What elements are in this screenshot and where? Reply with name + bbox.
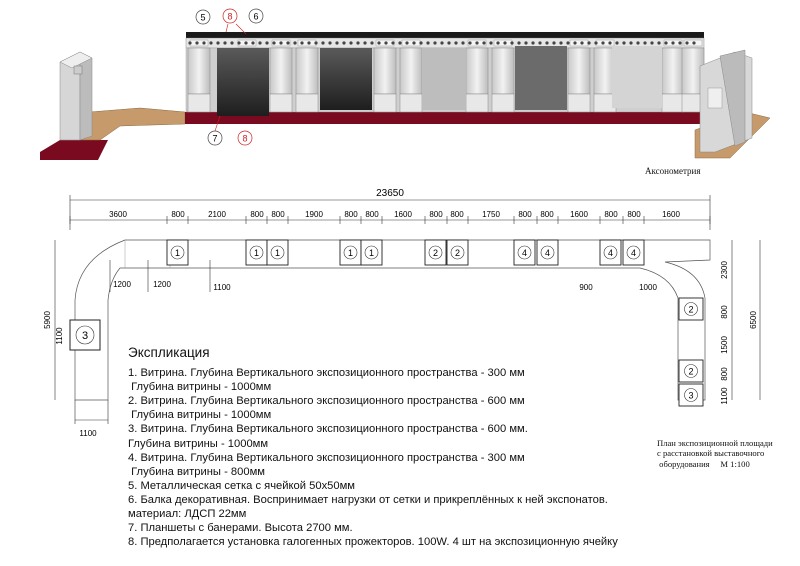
spotlight bbox=[349, 41, 352, 44]
svg-text:1: 1 bbox=[274, 247, 281, 258]
legend-title: Экспликация bbox=[128, 345, 210, 360]
spotlight bbox=[573, 41, 576, 44]
spotlight bbox=[363, 41, 366, 44]
callout-8-bottom bbox=[238, 131, 252, 145]
dimension-label: 6500 bbox=[749, 311, 758, 329]
svg-text:2: 2 bbox=[454, 247, 461, 258]
spotlight bbox=[475, 41, 478, 44]
legend-item: Глубина витрины - 1000мм bbox=[128, 381, 272, 394]
spotlight bbox=[650, 41, 653, 44]
spotlight bbox=[230, 41, 233, 44]
dimension-label: 800 bbox=[540, 210, 554, 219]
svg-text:7: 7 bbox=[212, 133, 218, 144]
spotlight bbox=[664, 41, 667, 44]
dimension-label: 800 bbox=[429, 210, 443, 219]
spotlight bbox=[545, 41, 548, 44]
plan-caption: План экспозиционной площади с расстановкой выставочного оборудования М 1:100 bbox=[657, 438, 773, 469]
showcase bbox=[400, 40, 422, 112]
dimension-label: 1100 bbox=[79, 429, 97, 438]
spotlight bbox=[538, 41, 541, 44]
plan-unit-top bbox=[361, 240, 382, 265]
spotlight bbox=[692, 41, 695, 44]
spotlight bbox=[335, 41, 338, 44]
showcase bbox=[568, 40, 590, 112]
showcase bbox=[296, 40, 318, 112]
dimension-label: 800 bbox=[450, 210, 464, 219]
spotlight bbox=[622, 41, 625, 44]
spotlight bbox=[468, 41, 471, 44]
legend-item: 7. Планшеты с банерами. Высота 2700 мм. bbox=[128, 522, 353, 535]
dimension-label: 800 bbox=[604, 210, 618, 219]
dimension-label: 5900 bbox=[43, 311, 52, 329]
spotlight bbox=[678, 41, 681, 44]
spotlight bbox=[293, 41, 296, 44]
legend-item: 4. Витрина. Глубина Вертикального экспозиционного пространства - 300 мм bbox=[128, 451, 525, 464]
spotlight bbox=[433, 41, 436, 44]
legend-item: 2. Витрина. Глубина Вертикального экспозиционного пространства - 600 мм bbox=[128, 395, 525, 408]
spotlight bbox=[265, 41, 268, 44]
legend bbox=[128, 346, 688, 549]
plan-unit-top bbox=[447, 240, 468, 265]
showcase bbox=[188, 40, 210, 112]
dimension-label: 1900 bbox=[305, 210, 323, 219]
plan-unit-right bbox=[679, 298, 703, 320]
dimension-label: 800 bbox=[720, 367, 729, 381]
svg-text:2: 2 bbox=[688, 366, 694, 377]
spotlight bbox=[657, 41, 660, 44]
plan-unit-top bbox=[537, 240, 558, 265]
spotlight bbox=[461, 41, 464, 44]
spotlight bbox=[279, 41, 282, 44]
legend-item: Глубина витрины - 1000мм bbox=[128, 437, 269, 450]
banner-panel-2 bbox=[320, 48, 372, 110]
spotlight bbox=[594, 41, 597, 44]
spotlight bbox=[517, 41, 520, 44]
spotlight bbox=[216, 41, 219, 44]
callout-7 bbox=[208, 131, 222, 145]
plan-unit-top bbox=[514, 240, 535, 265]
spotlight bbox=[629, 41, 632, 44]
showcase bbox=[270, 40, 292, 112]
svg-text:1: 1 bbox=[347, 247, 354, 258]
dimension-label: 1500 bbox=[720, 336, 729, 354]
dimension-label: 800 bbox=[171, 210, 185, 219]
spotlight bbox=[482, 41, 485, 44]
spotlight bbox=[398, 41, 401, 44]
legend-item: 5. Металлическая сетка с ячейкой 50х50мм bbox=[128, 479, 355, 492]
spotlight bbox=[328, 41, 331, 44]
dimension-label: 1600 bbox=[662, 210, 680, 219]
dimension-label: 1750 bbox=[482, 210, 500, 219]
svg-text:3: 3 bbox=[688, 390, 694, 401]
dimension-label: 800 bbox=[250, 210, 264, 219]
dimension-label: 1100 bbox=[213, 283, 231, 292]
dimension-label: 800 bbox=[344, 210, 358, 219]
spotlight bbox=[377, 41, 380, 44]
spotlight bbox=[307, 41, 310, 44]
spotlight bbox=[258, 41, 261, 44]
dimension-label: 23650 bbox=[376, 188, 404, 199]
callout-8-top bbox=[223, 9, 237, 23]
svg-text:1: 1 bbox=[253, 247, 260, 258]
spotlight bbox=[636, 41, 639, 44]
spotlight bbox=[524, 41, 527, 44]
spotlight bbox=[195, 41, 198, 44]
spotlight bbox=[272, 41, 275, 44]
dimension-label: 800 bbox=[720, 305, 729, 319]
spotlight bbox=[286, 41, 289, 44]
svg-text:4: 4 bbox=[630, 247, 637, 258]
spotlight bbox=[531, 41, 534, 44]
spotlight bbox=[342, 41, 345, 44]
svg-text:8: 8 bbox=[242, 133, 248, 144]
decorative-beam bbox=[186, 32, 704, 48]
legend-items bbox=[128, 366, 688, 549]
svg-text:3: 3 bbox=[81, 330, 89, 342]
left-kiosk bbox=[40, 52, 185, 160]
spotlight bbox=[489, 41, 492, 44]
spotlight bbox=[503, 41, 506, 44]
dimension-label: 1100 bbox=[55, 327, 64, 345]
dimension-label: 2100 bbox=[208, 210, 226, 219]
spotlight bbox=[356, 41, 359, 44]
spotlight bbox=[300, 41, 303, 44]
spotlight bbox=[685, 41, 688, 44]
spotlight bbox=[244, 41, 247, 44]
spotlight bbox=[209, 41, 212, 44]
dimension-label: 800 bbox=[271, 210, 285, 219]
svg-text:1: 1 bbox=[174, 247, 181, 258]
dimension-label: 800 bbox=[627, 210, 641, 219]
spotlight bbox=[188, 41, 191, 44]
dimension-label: 900 bbox=[579, 283, 593, 292]
spotlight bbox=[412, 41, 415, 44]
spotlight bbox=[251, 41, 254, 44]
dimension-label: 1600 bbox=[394, 210, 412, 219]
legend-item: Глубина витрины - 1000мм bbox=[128, 409, 272, 422]
plan-unit-top bbox=[167, 240, 188, 265]
svg-text:4: 4 bbox=[521, 247, 528, 258]
showcase bbox=[662, 40, 684, 112]
spotlight bbox=[580, 41, 583, 44]
spotlight bbox=[671, 41, 674, 44]
legend-item: Глубина витрины - 800мм bbox=[128, 465, 265, 478]
svg-text:5: 5 bbox=[200, 12, 206, 23]
spotlight bbox=[608, 41, 611, 44]
spotlight bbox=[454, 41, 457, 44]
dimension-label: 1200 bbox=[113, 280, 131, 289]
spotlight bbox=[419, 41, 422, 44]
callout-6 bbox=[249, 9, 263, 23]
banner-panel-1 bbox=[217, 48, 269, 116]
spotlight bbox=[426, 41, 429, 44]
banner-panel-4 bbox=[515, 46, 567, 110]
plan-unit-left bbox=[70, 320, 100, 350]
banner-panel-5 bbox=[612, 46, 662, 108]
spotlight bbox=[321, 41, 324, 44]
spotlight bbox=[370, 41, 373, 44]
dimension-label: 800 bbox=[518, 210, 532, 219]
legend-item: материал: ЛДСП 22мм bbox=[128, 508, 247, 521]
spotlight bbox=[223, 41, 226, 44]
dimension-label: 1200 bbox=[153, 280, 171, 289]
banner-panel-3 bbox=[422, 48, 466, 110]
showcase bbox=[492, 40, 514, 112]
dimension-label: 1600 bbox=[570, 210, 588, 219]
dimension-label: 1000 bbox=[639, 283, 657, 292]
spotlight bbox=[384, 41, 387, 44]
plan-unit-top bbox=[246, 240, 267, 265]
spotlight bbox=[405, 41, 408, 44]
legend-item: 8. Предполагается установка галогенных прожекторов. 100W. 4 шт на экспозиционную ячейку bbox=[128, 536, 618, 549]
svg-text:8: 8 bbox=[227, 11, 233, 22]
spotlight bbox=[643, 41, 646, 44]
axonometry-caption: Аксонометрия bbox=[645, 166, 701, 176]
svg-text:1: 1 bbox=[368, 247, 375, 258]
spotlight bbox=[566, 41, 569, 44]
spotlight bbox=[587, 41, 590, 44]
dimension-label: 3600 bbox=[109, 210, 127, 219]
spotlight bbox=[601, 41, 604, 44]
plan-unit-top bbox=[340, 240, 361, 265]
spotlight bbox=[391, 41, 394, 44]
spotlight bbox=[314, 41, 317, 44]
plan-unit-top bbox=[267, 240, 288, 265]
showcase bbox=[374, 40, 396, 112]
spotlight bbox=[552, 41, 555, 44]
svg-text:4: 4 bbox=[544, 247, 551, 258]
svg-text:4: 4 bbox=[607, 247, 614, 258]
svg-text:2: 2 bbox=[432, 247, 439, 258]
legend-item: 1. Витрина. Глубина Вертикального экспозиционного пространства - 300 мм bbox=[128, 367, 525, 380]
plan-unit-top bbox=[623, 240, 644, 265]
showcase bbox=[466, 40, 488, 112]
spotlight bbox=[237, 41, 240, 44]
plan-unit-top bbox=[425, 240, 446, 265]
spotlight bbox=[559, 41, 562, 44]
spotlight bbox=[496, 41, 499, 44]
spotlight bbox=[510, 41, 513, 44]
plan-unit-top bbox=[600, 240, 621, 265]
legend-item: 6. Балка декоративная. Воспринимает нагрузки от сетки и прикреплённых к ней экспонатов. bbox=[128, 493, 608, 506]
spotlight bbox=[440, 41, 443, 44]
svg-text:6: 6 bbox=[253, 11, 259, 22]
dimension-label: 2300 bbox=[720, 261, 729, 279]
spotlight bbox=[447, 41, 450, 44]
svg-text:2: 2 bbox=[688, 304, 694, 315]
axonometry-view bbox=[40, 9, 770, 160]
callout-5 bbox=[196, 10, 210, 24]
dimension-label: 800 bbox=[365, 210, 379, 219]
dimension-label: 1100 bbox=[720, 387, 729, 405]
right-kiosk bbox=[695, 50, 770, 158]
spotlight bbox=[202, 41, 205, 44]
legend-item: 3. Витрина. Глубина Вертикального экспозиционного пространства - 600 мм. bbox=[128, 423, 528, 436]
spotlight bbox=[615, 41, 618, 44]
